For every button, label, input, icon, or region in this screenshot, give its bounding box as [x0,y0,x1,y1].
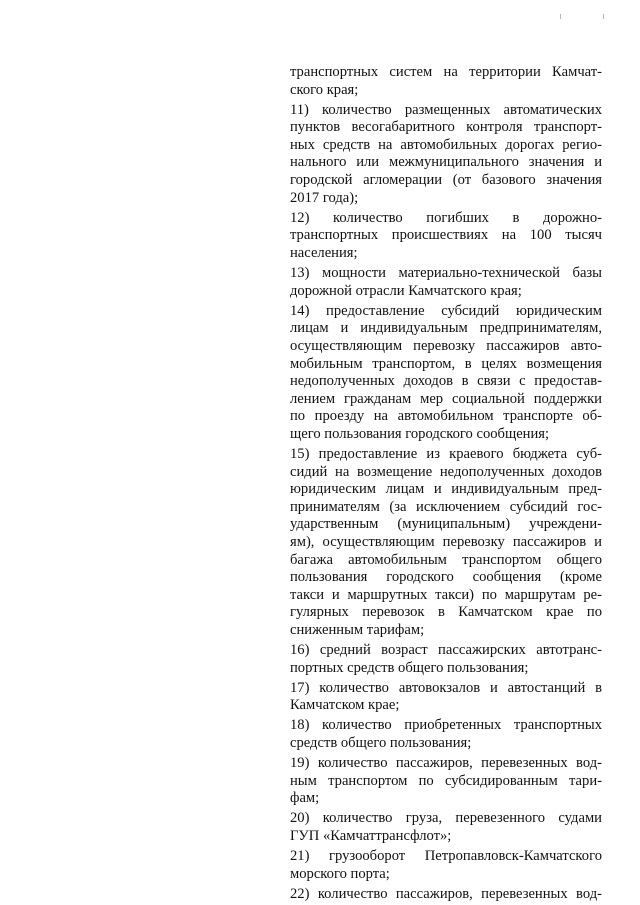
text-line: принимателям (за исключением субсидий гос- [290,498,602,515]
text-line: 11) количество размещенных автоматических [290,101,602,118]
text-line: портных средств общего пользования; [290,659,529,676]
text-line: лицам и индивидуальным предпринимателям, [290,320,602,337]
text-line: 19) количество пассажиров, перевезенных вод- [290,755,602,772]
text-line: 17) количество автовокзалов и автостанций в [290,679,602,696]
list-item-paragraph [290,265,602,300]
text-line: средств общего пользования; [290,734,472,751]
list-item-paragraph [290,64,602,99]
text-line: 20) количество груза, перевезенного судами [290,810,602,827]
list-item-paragraph [290,680,602,715]
text-line: багажа автомобильным транспортом общего [290,551,602,568]
list-item-paragraph [290,755,602,808]
text-line: ных средств на автомобильных дорогах регио- [290,136,602,153]
text-line: недополученных доходов в связи с предостав- [290,373,602,390]
text-line: юридическим лицам и индивидуальным пред- [290,481,602,498]
text-line: ным транспортом по субсидированным тари- [290,772,602,789]
text-line: ского края; [290,81,359,98]
text-line: ударственным (муниципальным) учреждени- [290,516,602,533]
text-line: ям), осуществляющим перевозку пассажиров и [290,533,602,550]
document-text-column [290,64,602,903]
text-line: пользования городского сообщения (кроме [290,569,602,586]
text-line: дорожной отрасли Камчатского края; [290,282,522,299]
text-line: сниженным тарифам; [290,621,425,638]
list-item-paragraph [290,717,602,752]
list-item-paragraph [290,102,602,208]
text-line: по проезду на автомобильном транспорте об- [290,408,602,425]
list-item-paragraph [290,303,602,444]
text-line: морского порта; [290,865,390,882]
text-line: транспортных происшествиях на 100 тысяч [290,227,602,244]
scan-mark [603,14,604,19]
text-line: 22) количество пассажиров, перевезенных вод- [290,885,602,902]
text-line: лением гражданам мер социальной поддержки [290,390,602,407]
text-line: пунктов весогабаритного контроля транспорт- [290,119,602,136]
list-item-paragraph [290,642,602,677]
text-line: мобильным транспортом, в целях возмещения [290,355,602,372]
text-line: осуществляющим перевозку пассажиров авто- [290,337,602,354]
text-line: 18) количество приобретенных транспортных [290,717,602,734]
text-line: нального или межмуниципального значения и [290,154,602,171]
text-line: 13) мощности материально-технической базы [290,265,602,282]
text-line: 15) предоставление из краевого бюджета суб- [290,445,602,462]
text-line: городской агломерации (от базового значения [290,172,602,189]
list-item-paragraph [290,446,602,640]
text-line: фам; [290,790,320,807]
text-line: 14) предоставление субсидий юридическим [290,302,602,319]
list-item-paragraph [290,210,602,263]
scan-mark [560,14,561,19]
text-line: гулярных перевозок в Камчатском крае по [290,604,602,621]
text-line: щего пользования городского сообщения; [290,425,550,442]
text-line: Камчатском крае; [290,697,400,714]
text-line: такси и маршрутных такси) по маршрутам ре- [290,586,602,603]
text-line: 16) средний возраст пассажирских автотранс- [290,642,602,658]
list-item-paragraph [290,848,602,883]
text-line: 12) количество погибших в дорожно- [290,209,602,226]
text-line: транспортных систем на территории Камчат- [290,64,602,80]
text-line: сидий на возмещение недополученных доходов [290,463,602,480]
text-line: 21) грузооборот Петропавловск-Камчатского [290,848,602,865]
text-line: ГУП «Камчаттрансфлот»; [290,827,452,844]
text-line: населения; [290,244,358,261]
list-item-paragraph [290,810,602,845]
text-line: 2017 года); [290,189,359,206]
list-item-paragraph [290,886,602,904]
